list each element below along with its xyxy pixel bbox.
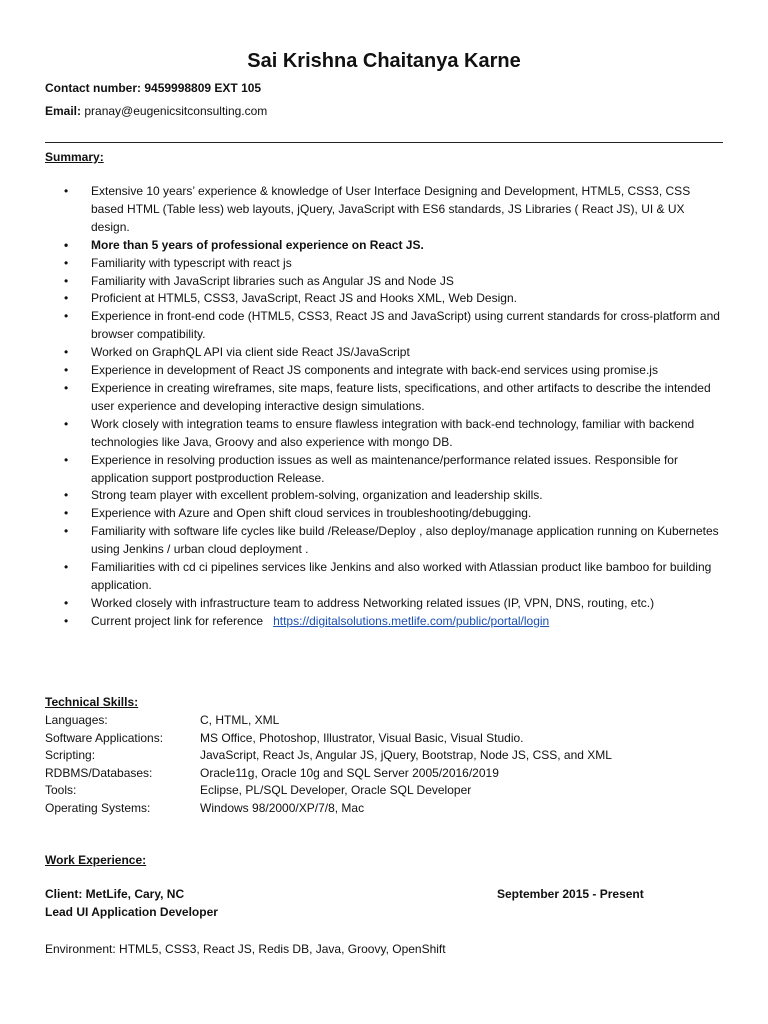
email-label: Email: — [45, 104, 82, 118]
experience-heading: Work Experience: — [45, 853, 147, 867]
summary-item: • More than 5 years of professional experience on React JS. — [64, 237, 724, 255]
summary-item: • Experience in resolving production issues as well as maintenance/performance related issues. Responsible for application support postproduction Release. — [64, 452, 724, 488]
job-client: Client: MetLife, Cary, NC — [45, 887, 185, 901]
skill-row — [45, 782, 725, 800]
project-link-label: Current project link for reference — [91, 613, 264, 628]
project-link[interactable]: https://digitalsolutions.metlife.com/public/portal/login — [273, 613, 550, 628]
job-role: Lead UI Application Developer — [45, 905, 218, 919]
email — [45, 104, 267, 118]
contact-label: Contact number: — [45, 81, 141, 95]
skills-table — [45, 712, 725, 817]
email-value: pranay@eugenicsitconsulting.com — [84, 104, 268, 118]
skill-value: Windows 98/2000/XP/7/8, Mac — [200, 800, 365, 815]
skill-row — [45, 747, 725, 765]
summary-heading: Summary: — [45, 150, 104, 164]
skill-category: Scripting: — [45, 748, 96, 762]
candidate-name: Sai Krishna Chaitanya Karne — [247, 50, 521, 72]
skill-category: RDBMS/Databases: — [45, 765, 153, 780]
summary-item: • Worked on GraphQL API via client side React JS/JavaScript — [64, 344, 724, 362]
summary-item: • Familiarity with typescript with react js — [64, 255, 724, 273]
skill-category: Languages: — [45, 713, 108, 727]
skills-heading: Technical Skills: — [45, 695, 139, 709]
summary-item: • Proficient at HTML5, CSS3, JavaScript, React JS and Hooks XML, Web Design. — [64, 290, 724, 308]
contact-number — [45, 81, 261, 95]
summary-item: • Experience with Azure and Open shift cloud services in troubleshooting/debugging. — [64, 505, 724, 523]
summary-item: • Experience in development of React JS components and integrate with back-end services using promise.js — [64, 362, 724, 380]
skill-value: Eclipse, PL/SQL Developer, Oracle SQL Developer — [200, 783, 472, 797]
skill-row — [45, 712, 725, 730]
summary-item: • Worked closely with infrastructure team to address Networking related issues (IP, VPN, DNS, routing, etc.) — [64, 595, 724, 613]
skill-row — [45, 800, 725, 818]
skill-row — [45, 765, 725, 783]
summary-item: • Familiarity with software life cycles like build /Release/Deploy , also deploy/manage application running on Kubernetes using Jenkins / urban cloud deployment . — [64, 523, 724, 559]
summary-item-link — [64, 613, 724, 631]
skill-value: MS Office, Photoshop, Illustrator, Visual Basic, Visual Studio. — [200, 730, 524, 745]
job-environment: Environment: HTML5, CSS3, React JS, Redis DB, Java, Groovy, OpenShift — [45, 942, 446, 956]
summary-item: • Work closely with integration teams to ensure flawless integration with back-end technology, familiar with backend technologies like Java, Groovy and also experience with mongo DB. — [64, 416, 724, 452]
summary-item: • Strong team player with excellent problem-solving, organization and leadership skills. — [64, 487, 724, 505]
summary-item: • Familiarity with JavaScript libraries such as Angular JS and Node JS — [64, 273, 724, 291]
skill-value: JavaScript, React Js, Angular JS, jQuery, Bootstrap, Node JS, CSS, and XML — [200, 748, 612, 762]
summary-item: • Experience in front-end code (HTML5, CSS3, React JS and JavaScript) using current standards for cross-platform and browser compatibility. — [64, 308, 724, 344]
summary-item: • Experience in creating wireframes, site maps, feature lists, specifications, and other artifacts to describe the intended user experience and developing interactive design simulations. — [64, 380, 724, 416]
job-dates: September 2015 - Present — [497, 887, 644, 901]
summary-item: • Extensive 10 years’ experience & knowledge of User Interface Designing and Development, HTML5, CSS3, CSS based HTML (Table less) web layouts, jQuery, JavaScript with ES6 standards, JS Libraries ( React JS), UI & UX design. — [64, 183, 724, 237]
contact-value: 9459998809 EXT 105 — [144, 81, 262, 95]
summary-list — [64, 183, 724, 631]
header-divider — [45, 142, 723, 143]
skill-category: Tools: — [45, 783, 77, 797]
skill-value: C, HTML, XML — [200, 713, 280, 727]
skill-category: Software Applications: — [45, 730, 164, 745]
skill-category: Operating Systems: — [45, 800, 151, 815]
skill-value: Oracle11g, Oracle 10g and SQL Server 2005/2016/2019 — [200, 765, 499, 780]
summary-item: • Familiarities with cd ci pipelines services like Jenkins and also worked with Atlassian product like bamboo for building application. — [64, 559, 724, 595]
skill-row — [45, 730, 725, 748]
